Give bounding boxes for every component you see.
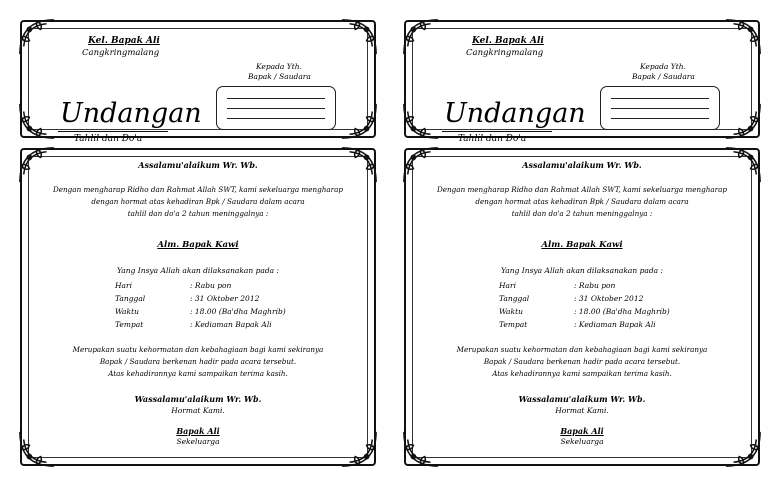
floral-corner-icon (724, 102, 762, 140)
deceased-name: Alm. Bapak Kawi (157, 240, 239, 250)
address-box (216, 86, 336, 130)
detail-label: Waktu (499, 307, 523, 316)
detail-label: Tanggal (115, 294, 146, 303)
deceased-name: Alm. Bapak Kawi (541, 240, 623, 250)
detail-row (115, 318, 286, 331)
closing-greeting: Wassalamu'alaikum Wr. Wb. (134, 394, 262, 404)
detail-label: Waktu (115, 307, 139, 316)
floral-corner-icon (340, 102, 378, 140)
detail-label: Hari (115, 281, 132, 290)
paragraph-line: Dengan mengharap Ridho dan Rahmat Allah SWT, kami sekeluarga mengharap (53, 185, 343, 194)
detail-row (499, 292, 670, 305)
detail-row (499, 279, 670, 292)
recipient-salutation: Bapak / Saudara (248, 72, 311, 81)
floral-corner-icon (18, 102, 56, 140)
sender-family: Kel. Bapak Ali (88, 36, 160, 46)
invitation-inside-right (404, 148, 760, 466)
closing-line: Merupakan suatu kehormatan dan kebahagiaan bagi kami sekiranya (72, 345, 324, 354)
detail-value: : 31 Oktober 2012 (190, 294, 260, 303)
address-box (600, 86, 720, 130)
closing-line: Bapak / Saudara berkenan hadir pada acara tersebut. (99, 357, 297, 366)
paragraph-line: dengan hormat atas kehadiran Bpk / Saudara dalam acara (91, 197, 305, 206)
detail-label: Tempat (115, 320, 144, 329)
floral-corner-icon (18, 18, 56, 56)
floral-corner-icon (340, 18, 378, 56)
address-line (611, 108, 709, 109)
closing-line: Atas kehadirannya kami sampaikan terima kasih. (492, 369, 672, 378)
paragraph-line: tahlil dan do'a 2 tahun meninggalnya : (511, 209, 653, 218)
detail-value: : 31 Oktober 2012 (574, 294, 644, 303)
recipient-label: Kepada Yth. (640, 62, 686, 71)
invitation-front-left (20, 20, 376, 144)
detail-value: : 18.00 (Ba'dha Maghrib) (190, 307, 286, 316)
paragraph-line: dengan hormat atas kehadiran Bpk / Saudara dalam acara (475, 197, 689, 206)
schedule-intro: Yang Insya Allah akan dilaksanakan pada : (500, 266, 664, 275)
recipient-salutation: Bapak / Saudara (632, 72, 695, 81)
address-line (227, 108, 325, 109)
address-line (227, 98, 325, 99)
detail-value: : Rabu pon (190, 281, 232, 290)
host-name: Bapak Ali (560, 426, 604, 436)
closing-line: Bapak / Saudara berkenan hadir pada acara tersebut. (483, 357, 681, 366)
opening-greeting: Assalamu'alaikum Wr. Wb. (138, 160, 258, 170)
invitation-paragraph (20, 184, 376, 220)
floral-corner-icon (402, 102, 440, 140)
detail-row (499, 305, 670, 318)
sender-city: Cangkringmalang (82, 48, 160, 58)
detail-value: : Rabu pon (574, 281, 616, 290)
detail-value: : Kediaman Bapak Ali (190, 320, 272, 329)
host-family: Sekeluarga (176, 437, 220, 446)
invitation-subtitle: Tahlil dan Do'a (74, 134, 143, 144)
invitation-subtitle: Tahlil dan Do'a (458, 134, 527, 144)
closing-greeting: Wassalamu'alaikum Wr. Wb. (518, 394, 646, 404)
invitation-inside-left (20, 148, 376, 466)
paragraph-line: Dengan mengharap Ridho dan Rahmat Allah SWT, kami sekeluarga mengharap (437, 185, 727, 194)
invitation-front-right (404, 20, 760, 144)
detail-label: Tanggal (499, 294, 530, 303)
closing-paragraph (20, 344, 376, 380)
sender-family: Kel. Bapak Ali (472, 36, 544, 46)
invitation-title: Undangan (60, 98, 202, 129)
title-underline (58, 131, 168, 132)
title-underline (442, 131, 552, 132)
closing-line: Merupakan suatu kehormatan dan kebahagiaan bagi kami sekiranya (456, 345, 708, 354)
detail-row (115, 305, 286, 318)
schedule-intro: Yang Insya Allah akan dilaksanakan pada : (116, 266, 280, 275)
sign-off: Hormat Kami. (171, 406, 225, 415)
detail-label: Hari (499, 281, 516, 290)
closing-line: Atas kehadirannya kami sampaikan terima kasih. (108, 369, 288, 378)
paragraph-line: tahlil dan do'a 2 tahun meninggalnya : (127, 209, 269, 218)
detail-label: Tempat (499, 320, 528, 329)
detail-row (115, 279, 286, 292)
detail-row (499, 318, 670, 331)
host-family: Sekeluarga (560, 437, 604, 446)
invitation-paragraph (404, 184, 760, 220)
detail-row (115, 292, 286, 305)
floral-corner-icon (724, 18, 762, 56)
invitation-title: Undangan (444, 98, 586, 129)
sender-city: Cangkringmalang (466, 48, 544, 58)
closing-paragraph (404, 344, 760, 380)
sign-off: Hormat Kami. (555, 406, 609, 415)
address-line (227, 118, 325, 119)
detail-value: : Kediaman Bapak Ali (574, 320, 656, 329)
event-details (115, 279, 286, 331)
opening-greeting: Assalamu'alaikum Wr. Wb. (522, 160, 642, 170)
address-line (611, 98, 709, 99)
host-name: Bapak Ali (176, 426, 220, 436)
floral-corner-icon (402, 18, 440, 56)
address-line (611, 118, 709, 119)
detail-value: : 18.00 (Ba'dha Maghrib) (574, 307, 670, 316)
recipient-label: Kepada Yth. (256, 62, 302, 71)
event-details (499, 279, 670, 331)
